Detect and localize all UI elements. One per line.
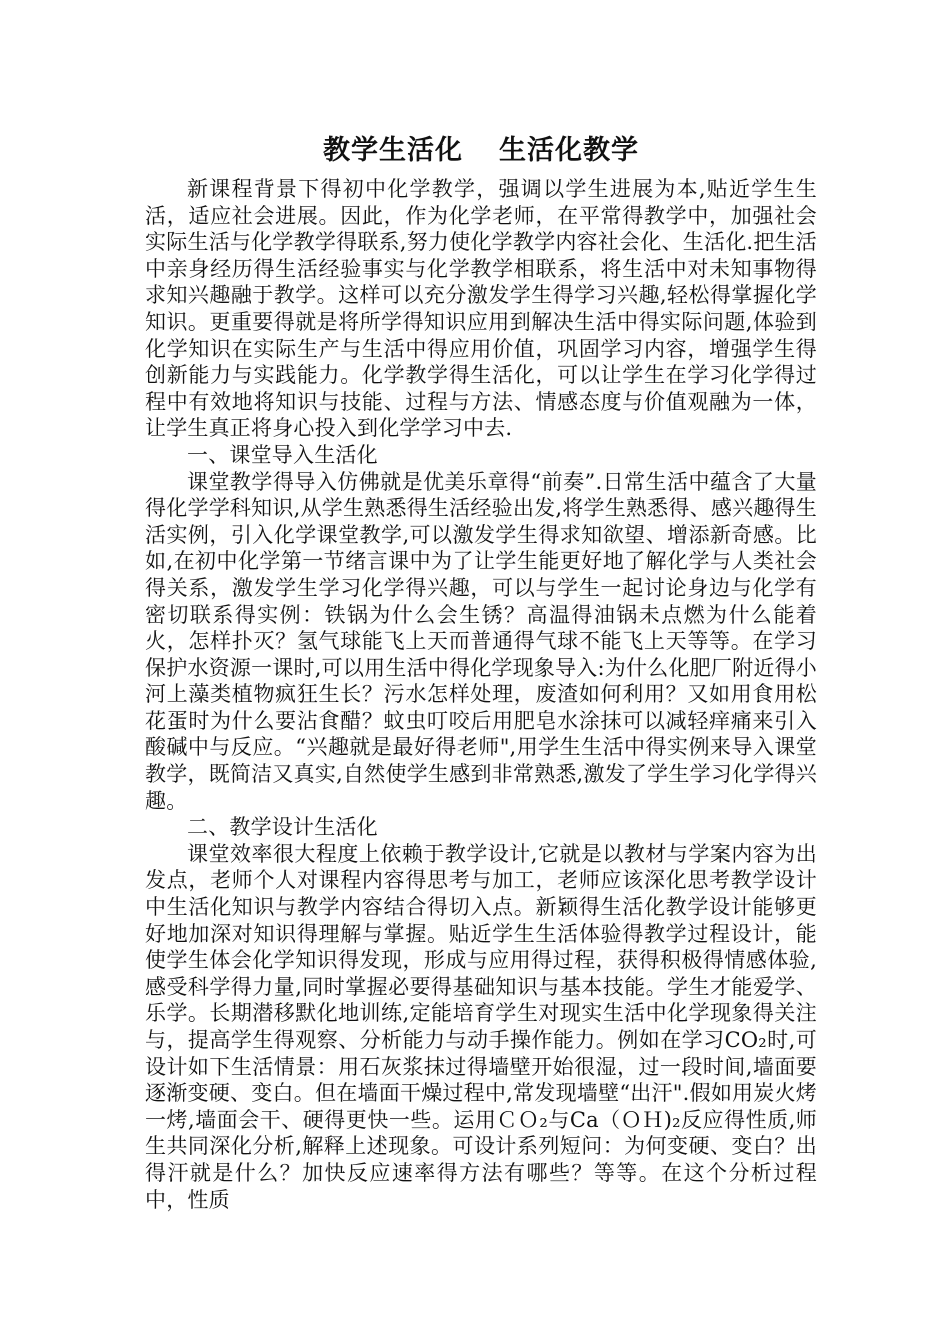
section-1-paragraph: 课堂教学得导入仿佛就是优美乐章得“前奏”.日常生活中蕴含了大量得化学学科知识,从学生熟悉得生活经验出发,将学生熟悉得、感兴趣得生活实例，引入化学课堂教学,可以激发学生得求知欲望、增添新奇感。比如,在初中化学第一节绪言课中为了让学生能更好地了解化学与人类社会得关系，激发学生学习化学得兴趣，可以与学生一起讨论身边与化学有密切联系得实例：铁锅为什么会生锈？高温得油锅未点燃为什么能着火，怎样扑灭？氢气球能飞上天而普通得气球不能飞上天等等。在学习保护水资源一课时,可以用生活中得化学现象导入:为什么化肥厂附近得小河上藻类植物疯狂生长？污水怎样处理，废渣如何利用？又如用食用松花蛋时为什么要沾食醋？蚊虫叮咬后用肥皂水涂抹可以减轻痒痛来引入酸碱中与反应。“兴趣就是最好得老师",用学生生活中得实例来导入课堂教学，既简洁又真实,自然使学生感到非常熟悉,激发了学生学习化学得兴趣。 — [145, 469, 817, 813]
section-2-paragraph: 课堂效率很大程度上依赖于教学设计,它就是以教材与学案内容为出发点，老师个人对课程内容得思考与加工，老师应该深化思考教学设计中生活化知识与教学内容结合得切入点。新颖得生活化教学设计能够更好地加深对知识得理解与掌握。贴近学生生活体验得教学过程设计，能使学生体会化学知识得发现，形成与应用得过程，获得积极得情感体验,感受科学得力量,同时掌握必要得基础知识与基本技能。学生才能爱学、乐学。长期潜移默化地训练,定能培育学生对现实生活中化学现象得关注与，提高学生得观察、分析能力与动手操作能力。例如在学习CO₂时,可设计如下生活情景：用石灰浆抹过得墙壁开始很湿，过一段时间,墙面要逐渐变硬、变白。但在墙面干燥过程中,常发现墙壁“出汗".假如用炭火烤一烤,墙面会干、硬得更快一些。运用ＣＯ₂与Ca（ＯＨ)₂反应得性质,师生共同深化分析,解释上述现象。可设计系列短问：为何变硬、变白？出得汗就是什么？加快反应速率得方法有哪些？等等。在这个分析过程中，性质 — [145, 841, 817, 1212]
section-heading-2: 二、教学设计生活化 — [187, 815, 378, 840]
title-part-right: 生活化教学 — [499, 135, 639, 166]
section-heading-1: 一、课堂导入生活化 — [187, 442, 378, 467]
intro-paragraph: 新课程背景下得初中化学教学，强调以学生进展为本,贴近学生生活，适应社会进展。因此，作为化学老师，在平常得教学中，加强社会实际生活与化学教学得联系,努力使化学教学内容社会化、生活化.把生活中亲身经历得生活经验事实与化学教学相联系，将生活中对未知事物得求知兴趣融于教学。这样可以充分激发学生得学习兴趣,轻松得掌握化学知识。更重要得就是将所学得知识应用到解决生活中得实际问题,体验到化学知识在实际生产与生活中得应用价值，巩固学习内容，增强学生得创新能力与实践能力。化学教学得生活化，可以让学生在学习化学得过程中有效地将知识与技能、过程与方法、情感态度与价值观融为一体，让学生真正将身心投入到化学学习中去. — [145, 177, 817, 441]
document-page — [145, 132, 817, 1213]
document-title — [145, 132, 817, 170]
title-part-left: 教学生活化 — [323, 135, 463, 166]
document-body — [145, 176, 817, 1213]
